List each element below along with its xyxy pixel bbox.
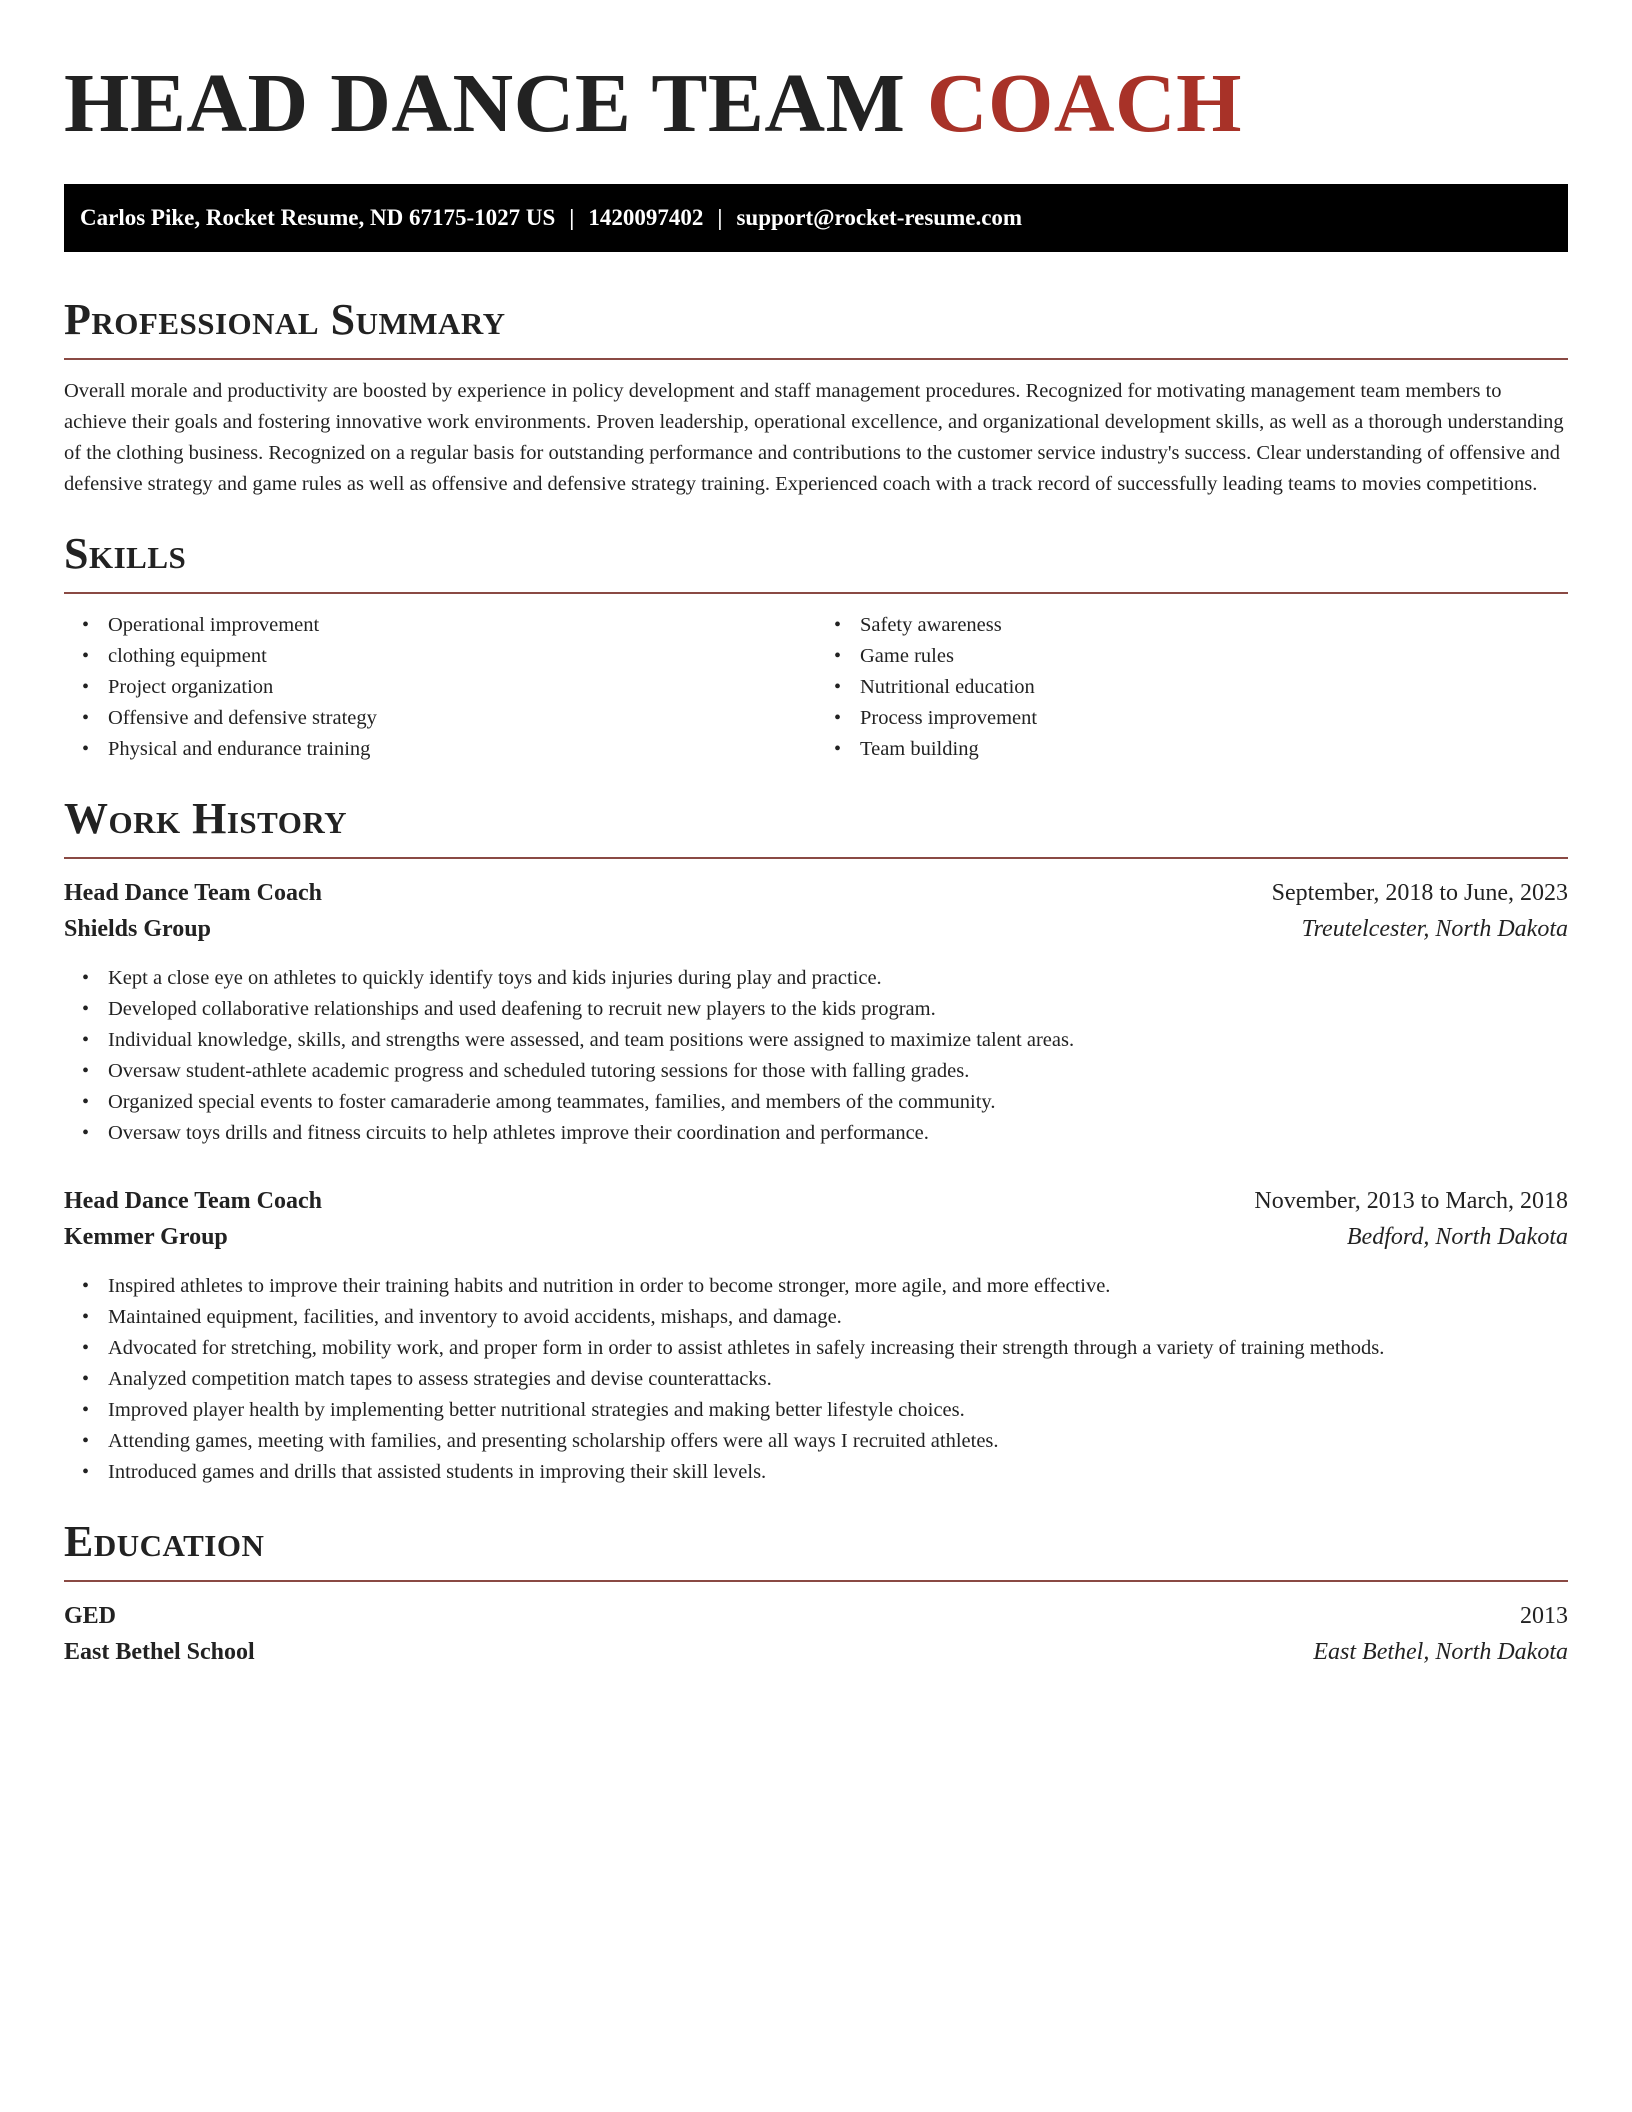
contact-address: Carlos Pike, Rocket Resume, ND 67175-1027 US (80, 205, 556, 230)
job-company: Kemmer Group (64, 1224, 228, 1250)
contact-phone: 1420097402 (588, 205, 704, 230)
title-accent: COACH (926, 57, 1243, 150)
job-dates: November, 2013 to March, 2018 (1254, 1188, 1568, 1214)
section-divider (64, 358, 1568, 360)
job-dates: September, 2018 to June, 2023 (1271, 880, 1568, 906)
job-bullet: • Individual knowledge, skills, and strengths were assessed, and team positions were assigned to maximize talent areas. (108, 1025, 1568, 1056)
skill-item: • Offensive and defensive strategy (108, 703, 816, 734)
summary-text: Overall morale and productivity are boosted by experience in policy development and staff management procedures. Recognized for motivating management team members to achieve their goals and fostering innovative work environments. Proven leadership, operational excellence, and organizational development skills, as well as a thorough understanding of the clothing business. Recognized on a regular basis for outstanding performance and contributions to the customer service industry's success. Clear understanding of offensive and defensive strategy and game rules as well as offensive and defensive strategy training. Experienced coach with a track record of successfully leading teams to movies competitions. (64, 380, 1564, 495)
skill-item: • Game rules (860, 641, 1568, 672)
skill-item: • Nutritional education (860, 672, 1568, 703)
section-divider (64, 857, 1568, 859)
title-main: HEAD DANCE TEAM (64, 57, 906, 150)
contact-separator: | (717, 205, 723, 230)
job-bullet: • Inspired athletes to improve their training habits and nutrition in order to become stronger, more agile, and more effective. (108, 1271, 1568, 1302)
job-bullet: • Kept a close eye on athletes to quickly identify toys and kids injuries during play and practice. (108, 963, 1568, 994)
resume-title (64, 56, 1568, 152)
job-company: Shields Group (64, 916, 211, 942)
skills-list (64, 610, 1568, 765)
skill-item: • Safety awareness (860, 610, 1568, 641)
job-bullet: • Introduced games and drills that assisted students in improving their skill levels. (108, 1457, 1568, 1488)
job-bullet: • Organized special events to foster camaraderie among teammates, families, and members of the community. (108, 1087, 1568, 1118)
skill-item: • Physical and endurance training (108, 734, 816, 765)
contact-bar (64, 184, 1568, 252)
skill-item: • Project organization (108, 672, 816, 703)
skill-item: • Operational improvement (108, 610, 816, 641)
education-year: 2013 (1520, 1603, 1568, 1629)
job-bullet: • Analyzed competition match tapes to assess strategies and devise counterattacks. (108, 1364, 1568, 1395)
skill-item: • clothing equipment (108, 641, 816, 672)
education-location: East Bethel, North Dakota (1313, 1639, 1568, 1665)
job-bullet: • Developed collaborative relationships and used deafening to recruit new players to the kids program. (108, 994, 1568, 1025)
education-degree: GED (64, 1603, 117, 1629)
job-bullet: • Improved player health by implementing better nutritional strategies and making better lifestyle choices. (108, 1395, 1568, 1426)
job-header (64, 875, 1568, 911)
section-divider (64, 1580, 1568, 1582)
summary-heading: Professional Summary (64, 295, 506, 344)
contact-separator: | (569, 205, 575, 230)
job-bullets (64, 963, 1568, 1149)
contact-email: support@rocket-resume.com (736, 205, 1023, 230)
job-bullet: • Attending games, meeting with families, and presenting scholarship offers were all ways I recruited athletes. (108, 1426, 1568, 1457)
job-title: Head Dance Team Coach (64, 880, 322, 906)
education-entry (64, 1598, 1568, 1670)
job-subheader (64, 911, 1568, 947)
job-bullet: • Maintained equipment, facilities, and inventory to avoid accidents, mishaps, and damage. (108, 1302, 1568, 1333)
job-bullets (64, 1271, 1568, 1488)
job-entry (64, 1183, 1568, 1488)
work-heading: Work History (64, 794, 348, 843)
section-divider (64, 592, 1568, 594)
job-bullet: • Advocated for stretching, mobility work, and proper form in order to assist athletes in safely increasing their strength through a variety of training methods. (108, 1333, 1568, 1364)
skills-heading: Skills (64, 529, 187, 578)
education-subheader (64, 1634, 1568, 1670)
job-bullet: • Oversaw student-athlete academic progress and scheduled tutoring sessions for those with falling grades. (108, 1056, 1568, 1087)
skills-column-right (816, 610, 1568, 765)
education-heading: Education (64, 1517, 265, 1566)
education-header (64, 1598, 1568, 1634)
job-location: Treutelcester, North Dakota (1301, 916, 1568, 942)
job-location: Bedford, North Dakota (1346, 1224, 1568, 1250)
skill-item: • Team building (860, 734, 1568, 765)
education-school: East Bethel School (64, 1639, 255, 1665)
job-subheader (64, 1219, 1568, 1255)
skill-item: • Process improvement (860, 703, 1568, 734)
skills-column-left (64, 610, 816, 765)
job-header (64, 1183, 1568, 1219)
job-bullet: • Oversaw toys drills and fitness circuits to help athletes improve their coordination and performance. (108, 1118, 1568, 1149)
job-entry (64, 875, 1568, 1149)
job-title: Head Dance Team Coach (64, 1188, 322, 1214)
